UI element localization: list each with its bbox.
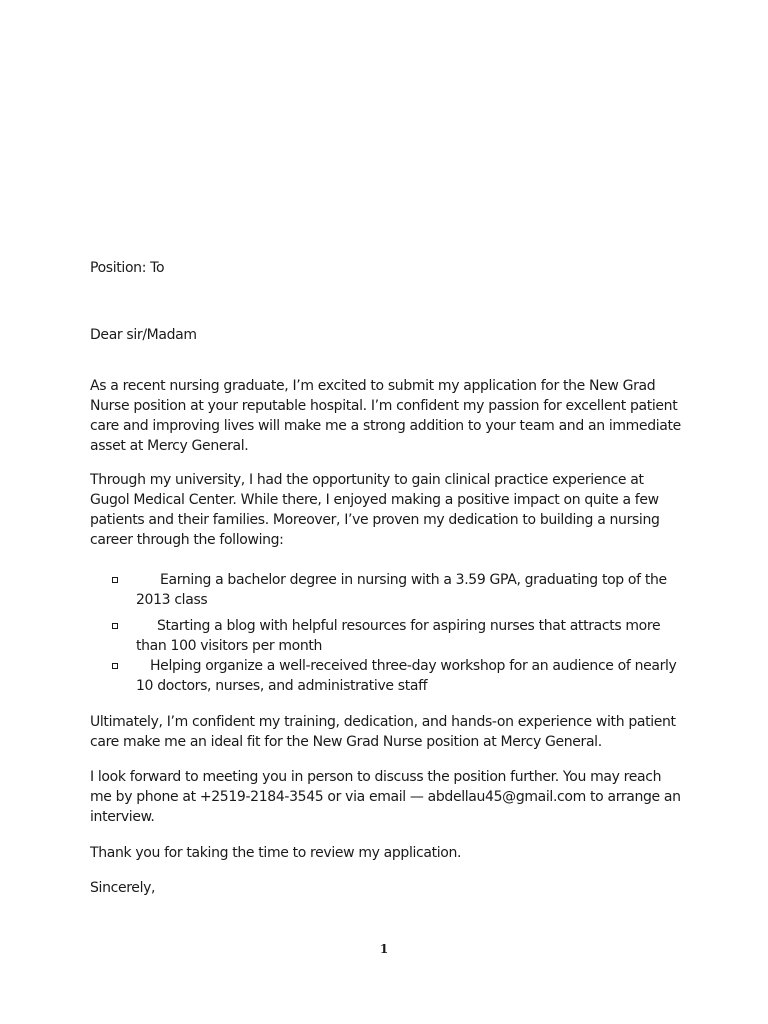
square-bullet-icon [112,577,118,583]
closing: Sincerely, [90,880,156,896]
list-item-text: Helping organize a well-received three-day workshop for an audience of nearly 10 doctors, nurses, and administrative staff [136,658,677,694]
paragraph-experience: Through my university, I had the opportunity to gain clinical practice experience at Gugol Medical Center. While there, I enjoyed making a positive impact on quite a few patients and their families. Moreover, I’ve proven my dedication to building a nursing career through the following: [90,472,660,548]
position-line: Position: To [90,260,165,276]
square-bullet-icon [112,663,118,669]
salutation: Dear sir/Madam [90,327,197,343]
list-item-text: Earning a bachelor degree in nursing with a 3.59 GPA, graduating top of the 2013 class [136,572,667,608]
paragraph-thanks: Thank you for taking the time to review my application. [90,845,462,861]
paragraph-intro: As a recent nursing graduate, I’m excited to submit my application for the New Grad Nurse position at your reputable hospital. I’m confident my passion for excellent patient care and improving lives will make me a strong addition to your team and an immediate asset at Mercy General. [90,378,681,454]
page-number: 1 [379,942,389,956]
paragraph-contact: I look forward to meeting you in person to discuss the position further. You may reach me by phone at +2519-2184-3545 or via email — abdellau45@gmail.com to arrange an interview. [90,769,681,825]
list-item-text: Starting a blog with helpful resources for aspiring nurses that attracts more than 100 visitors per month [136,618,661,654]
square-bullet-icon [112,623,118,629]
paragraph-fit: Ultimately, I’m confident my training, dedication, and hands-on experience with patient care make me an ideal fit for the New Grad Nurse position at Mercy General. [90,714,676,750]
